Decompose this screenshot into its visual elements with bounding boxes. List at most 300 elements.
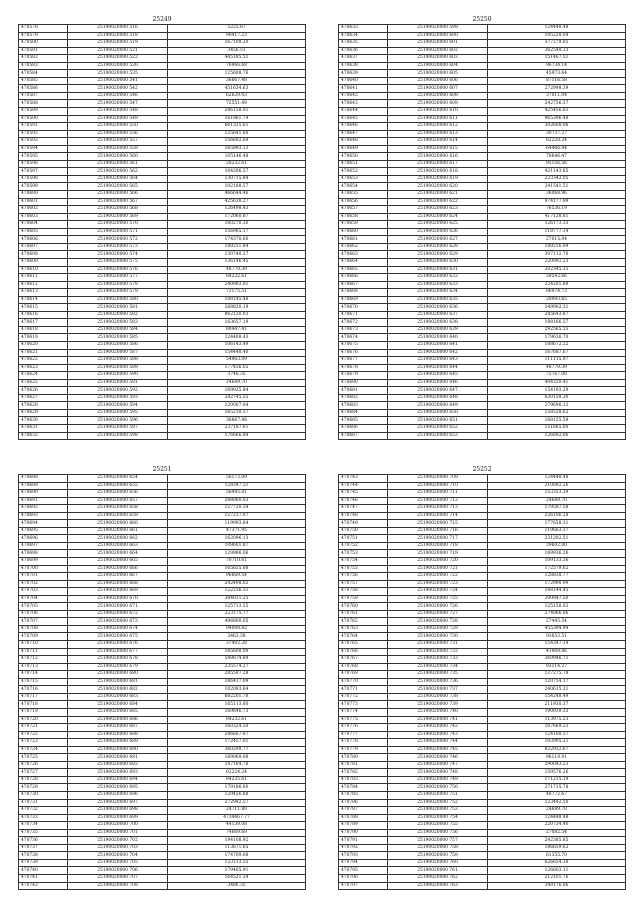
table-row <box>19 372 306 380</box>
amount-cell: 177658.31 <box>488 520 626 528</box>
amount-cell: 113975.23 <box>488 716 626 724</box>
account-code-cell: 25190020000 623 <box>388 206 488 214</box>
amount-cell: 127237.07 <box>168 512 306 520</box>
row-number-cell: 470593 <box>19 138 68 146</box>
account-code-cell: 25190020000 687 <box>68 724 168 732</box>
table-row <box>19 409 306 417</box>
table-row <box>19 716 306 724</box>
amount-cell: 56172.09 <box>168 475 306 483</box>
table-row <box>339 266 626 274</box>
table-row <box>19 739 306 747</box>
account-code-cell: 25190020000 625 <box>388 221 488 229</box>
table-row <box>19 535 306 543</box>
row-number-cell: 470606 <box>19 236 68 244</box>
row-number-cell: 470796 <box>339 874 388 882</box>
account-code-cell: 25190020000 590 <box>68 372 168 380</box>
amount-cell: 279696.12 <box>488 402 626 410</box>
row-number-cell: 470768 <box>339 663 388 671</box>
table-row <box>19 221 306 229</box>
account-code-cell: 25190020000 645 <box>388 372 488 380</box>
row-number-cell: 470589 <box>19 108 68 116</box>
ledger-table <box>18 24 306 440</box>
amount-cell: 425638.27 <box>168 198 306 206</box>
row-number-cell: 470604 <box>19 221 68 229</box>
amount-cell: 87116.58 <box>488 77 626 85</box>
row-number-cell: 470624 <box>19 372 68 380</box>
row-number-cell: 470639 <box>339 70 388 78</box>
table-row <box>339 92 626 100</box>
account-code-cell: 25190020000 679 <box>68 663 168 671</box>
account-code-cell: 25190020000 710 <box>388 482 488 490</box>
account-code-cell: 25190020000 594 <box>68 402 168 410</box>
row-number-cell: 470658 <box>339 213 388 221</box>
row-number-cell: 470747 <box>339 505 388 513</box>
table-row <box>339 379 626 387</box>
amount-cell: 822932.67 <box>488 746 626 754</box>
panel-title: 25252 <box>472 466 492 473</box>
table-row <box>339 867 626 875</box>
amount-cell: 154193.29 <box>488 387 626 395</box>
amount-cell: 404320.41 <box>488 379 626 387</box>
row-number-cell: 470715 <box>19 678 68 686</box>
row-number-cell: 470765 <box>339 641 388 649</box>
account-code-cell: 25190020000 740 <box>388 708 488 716</box>
table-row <box>19 701 306 709</box>
amount-cell: 125713.55 <box>168 603 306 611</box>
table-row <box>339 807 626 815</box>
amount-cell: 111115.97 <box>488 357 626 365</box>
table-row <box>339 281 626 289</box>
row-number-cell: 470673 <box>339 326 388 334</box>
account-code-cell: 25190020000 695 <box>68 784 168 792</box>
table-row <box>339 678 626 686</box>
ledger-table <box>338 24 626 440</box>
row-number-cell: 470730 <box>19 791 68 799</box>
amount-cell: 76536.19 <box>488 206 626 214</box>
row-number-cell: 470678 <box>339 364 388 372</box>
table-row <box>19 512 306 520</box>
amount-cell: 76966.68 <box>168 62 306 70</box>
row-number-cell: 470744 <box>339 482 388 490</box>
account-code-cell: 25190020000 568 <box>68 206 168 214</box>
amount-cell: 127275.78 <box>488 671 626 679</box>
table-row <box>339 85 626 93</box>
table-row <box>19 686 306 694</box>
account-code-cell: 25190020000 706 <box>68 867 168 875</box>
table-row <box>339 769 626 777</box>
amount-cell: 120754.17 <box>488 678 626 686</box>
row-number-cell: 470613 <box>19 289 68 297</box>
row-number-cell: 470588 <box>19 100 68 108</box>
row-number-cell: 470760 <box>339 603 388 611</box>
row-number-cell: 470592 <box>19 130 68 138</box>
account-code-cell: 25190020000 579 <box>68 289 168 297</box>
amount-cell: 240615.21 <box>488 686 626 694</box>
row-number-cell: 470683 <box>339 402 388 410</box>
account-code-cell: 25190020000 728 <box>388 618 488 626</box>
account-code-cell: 25190020000 635 <box>388 296 488 304</box>
account-code-cell: 25190020000 736 <box>388 678 488 686</box>
table-row <box>339 761 626 769</box>
amount-cell: 56495.81 <box>168 490 306 498</box>
account-code-cell: 25190020000 651 <box>388 417 488 425</box>
amount-cell: 235574.27 <box>168 663 306 671</box>
row-number-cell: 470685 <box>339 417 388 425</box>
account-code-cell: 25190020000 757 <box>388 837 488 845</box>
table-row <box>19 296 306 304</box>
table-row <box>19 92 306 100</box>
amount-cell: 384011.25 <box>168 595 306 603</box>
row-number-cell: 470766 <box>339 648 388 656</box>
table-row <box>339 505 626 513</box>
amount-cell: 78646.47 <box>488 153 626 161</box>
account-code-cell: 25190020000 604 <box>388 62 488 70</box>
account-code-cell: 25190020000 595 <box>68 409 168 417</box>
table-row <box>339 693 626 701</box>
row-number-cell: 470671 <box>339 311 388 319</box>
account-code-cell: 25190020000 614 <box>388 138 488 146</box>
table-row <box>19 618 306 626</box>
account-code-cell: 25190020000 671 <box>68 603 168 611</box>
table-row <box>339 25 626 33</box>
table-row <box>339 799 626 807</box>
row-number-cell: 470601 <box>19 198 68 206</box>
table-row <box>339 580 626 588</box>
account-code-cell: 25190020000 733 <box>388 656 488 664</box>
account-code-cell: 25190020000 577 <box>68 274 168 282</box>
table-row <box>19 822 306 830</box>
account-code-cell: 25190020000 550 <box>68 123 168 131</box>
amount-cell: 172060.87 <box>168 213 306 221</box>
row-number-cell: 470608 <box>19 251 68 259</box>
amount-cell: 377279.85 <box>488 40 626 48</box>
row-number-cell: 470705 <box>19 603 68 611</box>
row-number-cell: 470775 <box>339 716 388 724</box>
table-row <box>19 191 306 199</box>
amount-cell: 246667.87 <box>168 731 306 739</box>
row-number-cell: 470618 <box>19 326 68 334</box>
row-number-cell: 470654 <box>339 183 388 191</box>
account-code-cell: 25190020000 708 <box>68 882 168 890</box>
table-row <box>339 221 626 229</box>
account-code-cell: 25190020000 699 <box>68 814 168 822</box>
table-row <box>339 304 626 312</box>
account-code-cell: 25190020000 628 <box>388 243 488 251</box>
amount-cell: 630158.30 <box>488 394 626 402</box>
account-code-cell: 25190020000 546 <box>68 92 168 100</box>
account-code-cell: 25190020000 564 <box>68 175 168 183</box>
amount-cell: 48772.67 <box>488 791 626 799</box>
account-code-cell: 25190020000 567 <box>68 198 168 206</box>
amount-cell: 156602.69 <box>168 138 306 146</box>
account-code-cell: 25190020000 659 <box>68 512 168 520</box>
row-number-cell: 470689 <box>19 482 68 490</box>
account-code-cell: 25190020000 755 <box>388 822 488 830</box>
amount-cell: 59542.66 <box>488 274 626 282</box>
row-number-cell: 470625 <box>19 379 68 387</box>
table-row <box>19 482 306 490</box>
table-row <box>339 228 626 236</box>
row-number-cell: 470623 <box>19 364 68 372</box>
panel-title: 25249 <box>152 16 172 23</box>
amount-cell: 496800.05 <box>168 618 306 626</box>
row-number-cell: 470751 <box>339 535 388 543</box>
account-code-cell: 25190020000 562 <box>68 168 168 176</box>
table-row <box>339 243 626 251</box>
row-number-cell: 470631 <box>19 424 68 432</box>
account-code-cell: 25190020000 742 <box>388 724 488 732</box>
account-code-cell: 25190020000 611 <box>388 115 488 123</box>
table-row <box>339 874 626 882</box>
row-number-cell: 470583 <box>19 62 68 70</box>
amount-cell: 124408.43 <box>168 334 306 342</box>
account-code-cell: 25190020000 738 <box>388 693 488 701</box>
amount-cell: 128347.51 <box>168 482 306 490</box>
row-number-cell: 470720 <box>19 716 68 724</box>
amount-cell: 200847.50 <box>488 595 626 603</box>
account-code-cell: 25190020000 752 <box>388 799 488 807</box>
account-code-cell: 25190020000 612 <box>388 123 488 131</box>
table-row <box>19 175 306 183</box>
row-number-cell: 470762 <box>339 618 388 626</box>
table-row <box>19 289 306 297</box>
account-code-cell: 25190020000 666 <box>68 565 168 573</box>
table-row <box>339 326 626 334</box>
amount-cell: 298060.03 <box>168 497 306 505</box>
account-code-cell: 25190020000 629 <box>388 251 488 259</box>
account-code-cell: 25190020000 608 <box>388 92 488 100</box>
amount-cell: 241541.51 <box>488 183 626 191</box>
table-row <box>339 168 626 176</box>
row-number-cell: 470757 <box>339 580 388 588</box>
account-code-cell: 25190020000 719 <box>388 550 488 558</box>
account-code-cell: 25190020000 559 <box>68 145 168 153</box>
row-number-cell: 470710 <box>19 641 68 649</box>
amount-cell: 118777.14 <box>488 228 626 236</box>
amount-cell: 74669.69 <box>168 829 306 837</box>
account-code-cell: 25190020000 743 <box>388 731 488 739</box>
amount-cell: 130740.37 <box>168 251 306 259</box>
account-code-cell: 25190020000 760 <box>388 859 488 867</box>
amount-cell: 186437.09 <box>168 678 306 686</box>
row-number-cell: 470735 <box>19 829 68 837</box>
amount-cell: 165210.37 <box>168 409 306 417</box>
table-row <box>339 610 626 618</box>
row-number-cell: 470722 <box>19 731 68 739</box>
row-number-cell: 470632 <box>19 432 68 440</box>
table-row <box>19 814 306 822</box>
account-code-cell: 25190020000 675 <box>68 633 168 641</box>
amount-cell: 168155.59 <box>488 417 626 425</box>
amount-cell: 242756.37 <box>488 100 626 108</box>
table-row <box>339 663 626 671</box>
table-row <box>339 814 626 822</box>
row-number-cell: 470635 <box>339 40 388 48</box>
table-row <box>339 829 626 837</box>
account-code-cell: 25190020000 609 <box>388 100 488 108</box>
row-number-cell: 470696 <box>19 535 68 543</box>
amount-cell: 28232.61 <box>168 160 306 168</box>
account-code-cell: 25190020000 613 <box>388 130 488 138</box>
row-number-cell: 470680 <box>339 379 388 387</box>
amount-cell: 224201.89 <box>488 281 626 289</box>
table-row <box>339 716 626 724</box>
amount-cell: 95156.56 <box>488 160 626 168</box>
account-code-cell: 25190020000 683 <box>68 693 168 701</box>
row-number-cell: 470771 <box>339 686 388 694</box>
amount-cell: 417128.81 <box>488 213 626 221</box>
row-number-cell: 470711 <box>19 648 68 656</box>
account-code-cell: 25190020000 701 <box>68 829 168 837</box>
account-code-cell: 25190020000 653 <box>388 432 488 440</box>
table-row <box>339 739 626 747</box>
table-row <box>19 776 306 784</box>
table-row <box>19 266 306 274</box>
amount-cell: 274066.86 <box>488 610 626 618</box>
account-code-cell: 25190020000 702 <box>68 837 168 845</box>
amount-cell: 172457.01 <box>168 739 306 747</box>
table-row <box>19 648 306 656</box>
table-row <box>339 138 626 146</box>
table-row <box>19 791 306 799</box>
amount-cell: 626654.38 <box>488 859 626 867</box>
account-code-cell: 25190020000 622 <box>388 198 488 206</box>
table-row <box>339 432 626 440</box>
row-number-cell: 470581 <box>19 47 68 55</box>
amount-cell: 161961.74 <box>168 115 306 123</box>
amount-cell: 249902.31 <box>488 304 626 312</box>
table-row <box>19 761 306 769</box>
table-row <box>339 573 626 581</box>
row-number-cell: 470717 <box>19 693 68 701</box>
account-code-cell: 25190020000 521 <box>68 47 168 55</box>
amount-cell: 103995.21 <box>488 739 626 747</box>
account-code-cell: 25190020000 705 <box>68 859 168 867</box>
account-code-cell: 25190020000 616 <box>388 153 488 161</box>
table-row <box>19 731 306 739</box>
table-row <box>339 77 626 85</box>
amount-cell: 425456.61 <box>488 108 626 116</box>
account-code-cell: 25190020000 692 <box>68 761 168 769</box>
account-code-cell: 25190020000 720 <box>388 558 488 566</box>
amount-cell: 176666.84 <box>168 432 306 440</box>
table-row <box>339 417 626 425</box>
amount-cell: 148144.45 <box>488 588 626 596</box>
amount-cell: 190939.33 <box>488 708 626 716</box>
account-code-cell: 25190020000 712 <box>388 497 488 505</box>
table-row <box>19 100 306 108</box>
row-number-cell: 470748 <box>339 512 388 520</box>
table-row <box>339 364 626 372</box>
row-number-cell: 470619 <box>19 334 68 342</box>
row-number-cell: 470781 <box>339 761 388 769</box>
account-code-cell: 25190020000 571 <box>68 228 168 236</box>
amount-cell: 4734667.77 <box>168 814 306 822</box>
row-number-cell: 470600 <box>19 191 68 199</box>
table-row <box>339 791 626 799</box>
amount-cell: 154347.14 <box>488 641 626 649</box>
row-number-cell: 470753 <box>339 550 388 558</box>
row-number-cell: 470660 <box>339 228 388 236</box>
table-row <box>19 417 306 425</box>
account-code-cell: 25190020000 638 <box>388 319 488 327</box>
row-number-cell: 470686 <box>339 424 388 432</box>
table-row <box>19 663 306 671</box>
account-code-cell: 25190020000 652 <box>388 424 488 432</box>
table-row <box>19 25 306 33</box>
amount-cell: 84232.61 <box>168 716 306 724</box>
table-row <box>339 296 626 304</box>
row-number-cell: 470586 <box>19 85 68 93</box>
account-code-cell: 25190020000 556 <box>68 130 168 138</box>
row-number-cell: 470690 <box>19 490 68 498</box>
row-number-cell: 470644 <box>339 108 388 116</box>
table-row <box>339 251 626 259</box>
row-number-cell: 470607 <box>19 243 68 251</box>
row-number-cell: 470754 <box>339 558 388 566</box>
row-number-cell: 470664 <box>339 258 388 266</box>
table-row <box>339 618 626 626</box>
account-code-cell: 25190020000 732 <box>388 648 488 656</box>
amount-cell: 159576.26 <box>488 769 626 777</box>
amount-cell: 113671.65 <box>168 844 306 852</box>
account-code-cell: 25190020000 586 <box>68 341 168 349</box>
table-row <box>339 603 626 611</box>
row-number-cell: 470682 <box>339 394 388 402</box>
table-row <box>339 837 626 845</box>
amount-cell: 105146.48 <box>168 153 306 161</box>
table-row <box>339 844 626 852</box>
amount-cell: 122236.51 <box>168 588 306 596</box>
row-number-cell: 470721 <box>19 724 68 732</box>
amount-cell: 48779.39 <box>168 266 306 274</box>
amount-cell: 974177.99 <box>488 198 626 206</box>
amount-cell: 172579.62 <box>488 565 626 573</box>
amount-cell: 109133.36 <box>488 558 626 566</box>
row-number-cell: 470662 <box>339 243 388 251</box>
amount-cell: 421143.85 <box>488 168 626 176</box>
amount-cell: 44139.08 <box>168 822 306 830</box>
account-code-cell: 25190020000 597 <box>68 424 168 432</box>
row-number-cell: 470599 <box>19 183 68 191</box>
row-number-cell: 470732 <box>19 807 68 815</box>
amount-cell: 174709.08 <box>168 852 306 860</box>
amount-cell: 163657.19 <box>168 319 306 327</box>
account-code-cell: 25190020000 729 <box>388 625 488 633</box>
table-row <box>19 859 306 867</box>
amount-cell: 72767.08 <box>488 372 626 380</box>
table-row <box>19 349 306 357</box>
amount-cell: 107669.23 <box>488 724 626 732</box>
account-code-cell: 25190020000 610 <box>388 108 488 116</box>
account-code-cell: 25190020000 674 <box>68 625 168 633</box>
amount-cell: 169069.08 <box>168 754 306 762</box>
amount-cell: 96734.14 <box>488 62 626 70</box>
account-code-cell: 25190020000 547 <box>68 100 168 108</box>
table-row <box>19 807 306 815</box>
account-code-cell: 25190020000 745 <box>388 746 488 754</box>
account-code-cell: 25190020000 548 <box>68 108 168 116</box>
amount-cell: 165113.80 <box>168 701 306 709</box>
amount-cell: 126603.11 <box>488 867 626 875</box>
amount-cell: 102093.64 <box>168 686 306 694</box>
row-number-cell: 470703 <box>19 588 68 596</box>
account-code-cell: 25190020000 600 <box>388 32 488 40</box>
table-row <box>19 829 306 837</box>
table-row <box>339 784 626 792</box>
amount-cell: 189251.84 <box>168 243 306 251</box>
row-number-cell: 470668 <box>339 289 388 297</box>
